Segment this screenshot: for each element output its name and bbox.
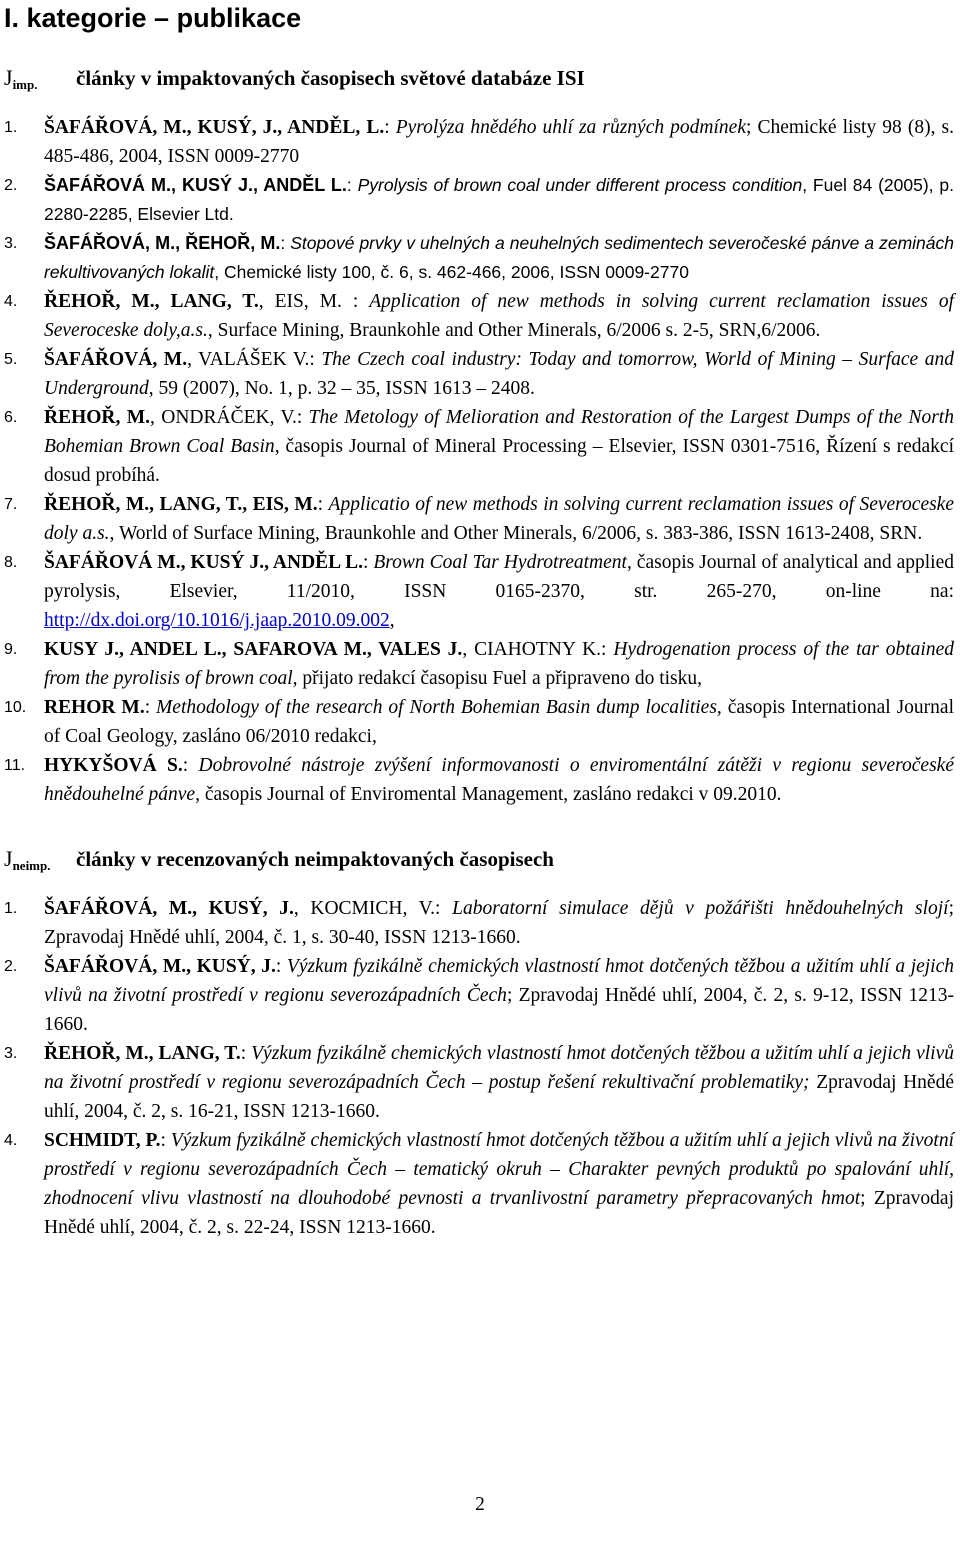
reference-item: 11. HYKYŠOVÁ S.: Dobrovolné nástroje zvýšení informovanosti o enviromentální zátěži v regionu severočeské hnědouhelné pánve, časopis Journal of Enviromental Management, zasláno redakci v 09.2010. bbox=[4, 755, 954, 805]
section-title: články v impaktovaných časopisech světové databáze ISI bbox=[76, 66, 585, 90]
page-number: 2 bbox=[475, 1494, 485, 1515]
reference-item: 5. ŠAFÁŘOVÁ, M., VALÁŠEK V.: The Czech coal industry: Today and tomorrow, World of Mining – Surface and Underground, 59 (2007), No. 1, p. 32 – 35, ISSN 1613 – 2408. bbox=[4, 349, 955, 399]
reference-item: 1. ŠAFÁŘOVÁ, M., KUSÝ, J., KOCMICH, V.: Laboratorní simulace dějů v požářišti hnědouhelných slojí; Zpravodaj Hnědé uhlí, 2004, č. 1, s. 30-40, ISSN 1213-1660. bbox=[4, 898, 954, 948]
doi-link[interactable]: http://dx.doi.org/10.1016/j.jaap.2010.09.002 bbox=[44, 610, 390, 631]
section-title: články v recenzovaných neimpaktovaných časopisech bbox=[76, 847, 554, 871]
reference-item: 10. REHOR M.: Methodology of the research of North Bohemian Basin dump localities, časopis International Journal of Coal Geology, zasláno 06/2010 redakci, bbox=[4, 697, 954, 747]
section-header-impacted bbox=[4, 64, 954, 99]
reference-item: 1. ŠAFÁŘOVÁ, M., KUSÝ, J., ANDĚL, L.: Pyrolýza hnědého uhlí za různých podmínek; Chemické listy 98 (8), s. 485-486, 2004, ISSN 0009-2770 bbox=[4, 117, 954, 167]
reference-item: 4. ŘEHOŘ, M., LANG, T., EIS, M. : Application of new methods in solving current reclamation issues of Severoceske doly,a.s., Surface Mining, Braunkohle and Other Minerals, 6/2006 s. 2-5, SRN,6/2006. bbox=[4, 291, 954, 341]
reference-item: 2. ŠAFÁŘOVÁ, M., KUSÝ, J.: Výzkum fyzikálně chemických vlastností hmot dotčených těžbou a užitím uhlí a jejich vlivů na životní prostředí v regionu severozápadních Čech; Zpravodaj Hnědé uhlí, 2004, č. 2, s. 9-12, ISSN 1213-1660. bbox=[4, 956, 955, 1035]
reference-item: 4. SCHMIDT, P.: Výzkum fyzikálně chemických vlastností hmot dotčených těžbou a užitím uhlí a jejich vlivů na životní prostředí v regionu severozápadních Čech – tematický okruh – Charakter pevných produktů po spalování uhlí, zhodnocení vlivu vlastností na dlouhodobé pevnosti a trvanlivostní parametry přepracovaných hmot; Zpravodaj Hnědé uhlí, 2004, č. 2, s. 22-24, ISSN 1213-1660. bbox=[4, 1130, 955, 1238]
reference-list-impacted bbox=[4, 113, 954, 809]
page-heading: I. kategorie – publikace bbox=[4, 3, 302, 33]
section-header-non-impacted bbox=[4, 845, 954, 880]
reference-item: 2. ŠAFÁŘOVÁ M., KUSÝ J., ANDĚL L.: Pyrolysis of brown coal under different process condition, Fuel 84 (2005), p. 2280-2285, Elsevier Ltd. bbox=[4, 175, 954, 224]
reference-item: 8. ŠAFÁŘOVÁ M., KUSÝ J., ANDĚL L.: Brown Coal Tar Hydrotreatment, časopis Journal of analytical and applied pyrolysis, Elsevier, 11/2010, ISSN 0165-2370, str. 265-270, on-line na: http://dx.doi.org/10.1016/j.jaap.2010.09.002, bbox=[4, 552, 955, 631]
reference-item: 6. ŘEHOŘ, M., ONDRÁČEK, V.: The Metology of Melioration and Restoration of the Largest Dumps of the North Bohemian Brown Coal Basin, časopis Journal of Mineral Processing – Elsevier, ISSN 0301-7516, Řízení s redakcí dosud probíhá. bbox=[4, 407, 954, 486]
section-code: $J_{imp.}$ bbox=[4, 65, 38, 92]
reference-item: 3. ŠAFÁŘOVÁ, M., ŘEHOŘ, M.: Stopové prvky v uhelných a neuhelných sedimentech severočeské pánve a zeminách rekultivovaných lokalit, Chemické listy 100, č. 6, s. 462-466, 2006, ISSN 0009-2770 bbox=[4, 233, 954, 282]
section-code: $J_{neimp.}$ bbox=[4, 846, 51, 873]
reference-item: 7. ŘEHOŘ, M., LANG, T., EIS, M.: Applicatio of new methods in solving current reclamation issues of Severoceske doly a.s., World of Surface Mining, Braunkohle and Other Minerals, 6/2006, s. 383-386, ISSN 1613-2408, SRN. bbox=[4, 494, 954, 544]
reference-item: 3. ŘEHOŘ, M., LANG, T.: Výzkum fyzikálně chemických vlastností hmot dotčených těžbou a užitím uhlí a jejich vlivů na životní prostředí v regionu severozápadních Čech – postup řešení rekultivační problematiky; Zpravodaj Hnědé uhlí, 2004, č. 2, s. 16-21, ISSN 1213-1660. bbox=[4, 1043, 954, 1122]
reference-item: 9. KUSY J., ANDEL L., SAFAROVA M., VALES J., CIAHOTNY K.: Hydrogenation process of the tar obtained from the pyrolisis of brown coal, přijato redakcí časopisu Fuel a připraveno do tisku, bbox=[4, 639, 954, 689]
reference-list-non-impacted bbox=[4, 894, 954, 1242]
